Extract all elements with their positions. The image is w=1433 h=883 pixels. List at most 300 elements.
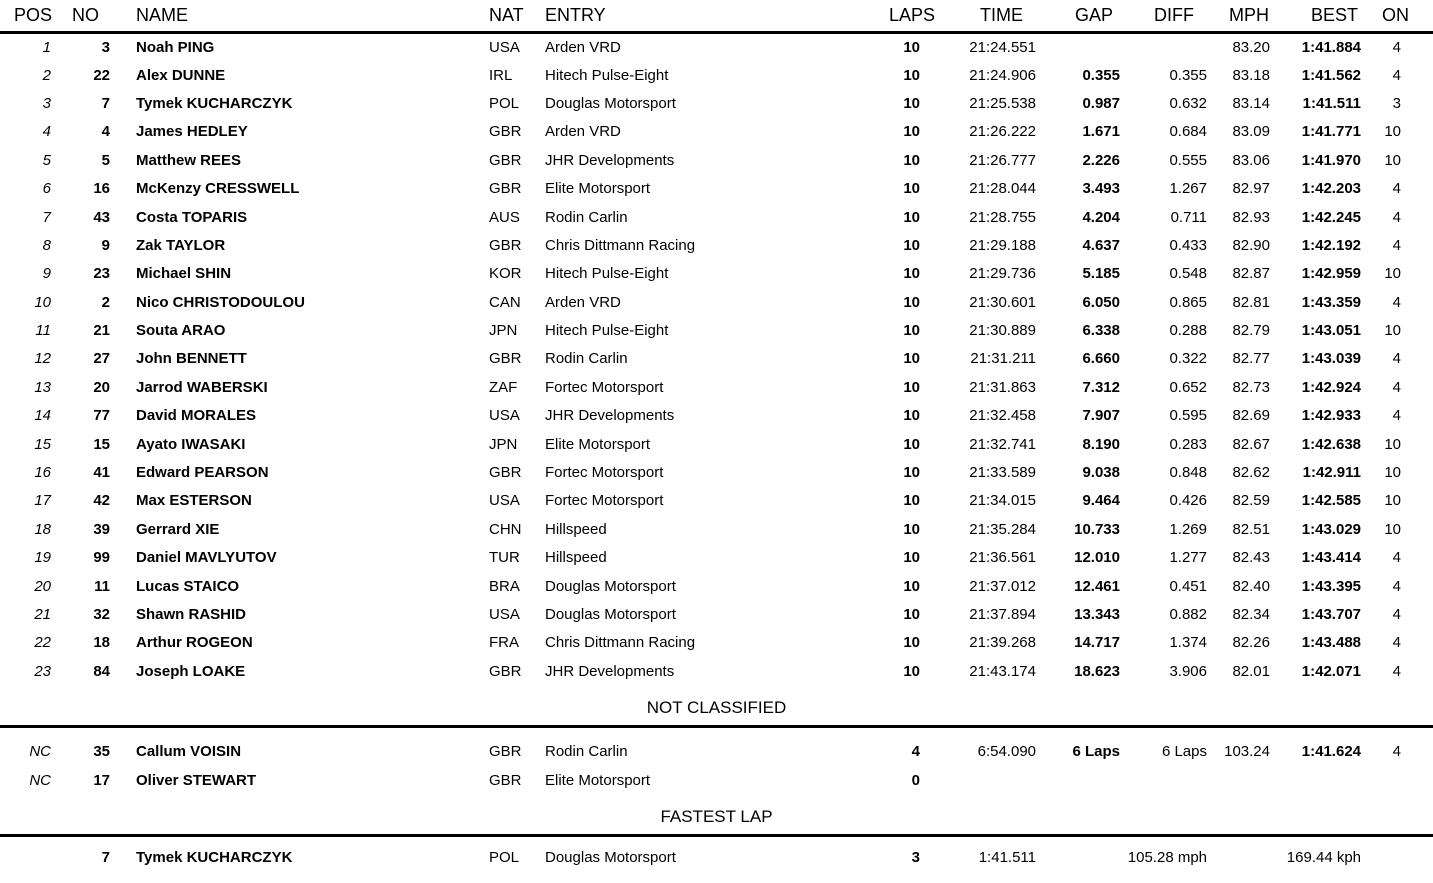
name-cell: Joseph LOAKE [136, 662, 246, 680]
no-cell: 20 [93, 378, 110, 396]
gap-cell: 4.637 [1082, 236, 1120, 254]
mph-cell: 82.40 [1232, 577, 1270, 595]
nat-cell: GBR [489, 180, 522, 198]
mph-cell: 83.14 [1232, 94, 1270, 112]
name-cell: Michael SHIN [136, 265, 232, 283]
time-cell: 21:28.755 [969, 208, 1036, 226]
gap-cell: 2.226 [1082, 151, 1120, 169]
mph-cell: 82.67 [1232, 435, 1270, 453]
name-cell: Ayato IWASAKI [136, 435, 246, 453]
no-cell: 11 [94, 577, 110, 595]
best-cell: 1:43.414 [1301, 549, 1361, 567]
gap-cell: 1.671 [1082, 123, 1120, 141]
nat-cell: GBR [489, 123, 522, 141]
classification-header [0, 0, 1433, 33]
column-header-diff: DIFF [1122, 0, 1207, 33]
result-row [0, 345, 1433, 373]
laps-cell: 10 [903, 322, 920, 340]
pos-cell: 12 [34, 350, 51, 368]
time-cell: 21:33.589 [969, 464, 1036, 482]
mph-cell: 82.01 [1232, 662, 1270, 680]
on-cell: 4 [1392, 236, 1401, 254]
result-row [0, 33, 1433, 61]
diff-cell: 0.288 [1169, 322, 1207, 340]
on-cell: 4 [1392, 38, 1401, 56]
on-cell: 10 [1384, 151, 1401, 169]
column-header-pos: POS [0, 0, 55, 33]
diff-cell [1122, 766, 1207, 794]
column-header-laps: LAPS [852, 0, 937, 33]
mph-cell: 82.81 [1232, 293, 1270, 311]
result-row [0, 118, 1433, 146]
name-cell: Tymek KUCHARCZYK [136, 848, 293, 866]
result-row [0, 260, 1433, 288]
pos-cell: 15 [34, 435, 51, 453]
time-cell: 21:24.906 [969, 66, 1036, 84]
on-cell: 4 [1392, 208, 1401, 226]
result-row [0, 600, 1433, 628]
nat-cell: GBR [489, 771, 522, 789]
no-cell: 9 [101, 236, 110, 254]
name-cell: Edward PEARSON [136, 464, 269, 482]
best-cell: 1:41.771 [1301, 123, 1361, 141]
result-row [0, 89, 1433, 117]
on-cell: 10 [1384, 265, 1401, 283]
gap-cell: 13.343 [1074, 606, 1120, 623]
name-cell: McKenzy CRESSWELL [136, 180, 300, 198]
nat-cell: BRA [489, 577, 520, 595]
nat-cell: IRL [489, 66, 513, 84]
pos-cell: 16 [34, 464, 51, 482]
result-row [0, 203, 1433, 231]
entry-cell: Hitech Pulse-Eight [545, 265, 669, 283]
fastest-lap-section [0, 837, 1433, 871]
result-row [0, 231, 1433, 259]
on-cell: 4 [1392, 606, 1401, 623]
laps-cell: 10 [903, 180, 920, 198]
time-cell: 21:29.188 [969, 236, 1036, 254]
pos-cell: 2 [42, 66, 51, 84]
no-cell: 3 [101, 38, 110, 56]
pos-cell: NC [29, 743, 51, 761]
nat-cell: POL [489, 94, 520, 112]
diff-cell: 0.652 [1169, 378, 1207, 396]
time-cell: 21:32.741 [969, 435, 1036, 453]
no-cell: 27 [93, 350, 110, 368]
name-cell: James HEDLEY [136, 123, 248, 141]
diff-cell: 3.906 [1169, 662, 1207, 680]
result-row [0, 288, 1433, 316]
result-row [0, 174, 1433, 202]
nat-cell: FRA [489, 634, 519, 652]
time-cell: 21:31.863 [969, 378, 1036, 396]
name-cell: Oliver STEWART [136, 771, 257, 789]
mph-cell: 82.93 [1232, 208, 1270, 226]
laps-cell: 10 [903, 634, 920, 652]
column-header-entry: ENTRY [545, 0, 852, 33]
result-row [0, 146, 1433, 174]
nat-cell: CHN [489, 520, 522, 538]
nat-cell: USA [489, 407, 520, 425]
result-row [0, 766, 1433, 794]
laps-cell: 10 [903, 350, 920, 368]
gap-cell: 9.038 [1082, 464, 1120, 482]
name-cell: John BENNETT [136, 350, 247, 368]
pos-cell: 7 [42, 208, 51, 226]
not-classified-section [0, 728, 1433, 794]
diff-cell: 0.548 [1169, 265, 1207, 283]
name-cell: Nico CHRISTODOULOU [136, 293, 305, 311]
speed_mph-cell: 105.28 mph [1127, 848, 1208, 866]
pos-cell: 6 [42, 180, 51, 198]
nat-cell: TUR [489, 549, 520, 567]
best-cell: 1:41.884 [1301, 38, 1361, 56]
time-cell: 21:29.736 [969, 265, 1036, 283]
on-cell: 3 [1392, 94, 1401, 112]
on-cell: 10 [1384, 520, 1401, 538]
time-cell: 21:28.044 [969, 180, 1036, 198]
result-row [0, 544, 1433, 572]
mph-cell: 82.79 [1232, 322, 1270, 340]
gap-cell [1037, 33, 1122, 61]
time-cell: 1:41.511 [978, 848, 1036, 866]
gap-cell: 7.312 [1082, 378, 1120, 396]
entry-cell: JHR Developments [545, 662, 675, 680]
on-cell: 4 [1392, 662, 1401, 680]
name-cell: Tymek KUCHARCZYK [136, 94, 293, 112]
pos-cell: 14 [34, 407, 51, 425]
on-cell: 4 [1392, 293, 1401, 311]
pos-cell: 3 [42, 94, 51, 112]
best-cell: 1:43.039 [1301, 350, 1361, 368]
pos-cell [0, 843, 55, 871]
time-cell: 21:30.889 [969, 322, 1036, 340]
laps-cell: 3 [911, 848, 920, 866]
nat-cell: GBR [489, 743, 522, 761]
time-cell: 21:24.551 [969, 38, 1036, 56]
column-header-gap: GAP [1037, 0, 1122, 33]
best-cell: 1:43.488 [1301, 634, 1361, 652]
diff-cell: 0.433 [1169, 236, 1207, 254]
entry-cell: Arden VRD [545, 38, 621, 56]
name-cell: David MORALES [136, 407, 257, 425]
name-cell: Lucas STAICO [136, 577, 240, 595]
nat-cell: ZAF [489, 378, 518, 396]
pos-cell: 13 [34, 378, 51, 396]
entry-cell: Elite Motorsport [545, 435, 651, 453]
mph-cell: 83.06 [1232, 151, 1270, 169]
no-cell: 43 [93, 208, 110, 226]
name-cell: Matthew REES [136, 151, 242, 169]
on-cell [1362, 766, 1433, 794]
name-cell: Costa TOPARIS [136, 208, 248, 226]
diff-cell: 6 Laps [1161, 743, 1207, 761]
entry-cell: Fortec Motorsport [545, 464, 664, 482]
name-cell: Souta ARAO [136, 322, 226, 340]
on-cell: 4 [1392, 407, 1401, 425]
best-cell: 1:42.192 [1301, 236, 1361, 254]
name-cell: Max ESTERSON [136, 492, 252, 510]
laps-cell: 10 [903, 407, 920, 425]
best-cell: 1:42.911 [1302, 464, 1361, 482]
result-row [0, 61, 1433, 89]
diff-cell: 0.451 [1169, 577, 1207, 595]
laps-cell: 10 [903, 236, 920, 254]
mph-cell [1207, 766, 1272, 794]
fastest-lap-table [0, 843, 1433, 871]
best-cell: 1:43.395 [1301, 577, 1361, 595]
mph-cell: 83.18 [1232, 66, 1270, 84]
diff-cell [1122, 33, 1207, 61]
pos-cell: 4 [42, 123, 51, 141]
no-cell: 2 [101, 293, 110, 311]
entry-cell: Fortec Motorsport [545, 378, 664, 396]
result-row [0, 316, 1433, 344]
mph-cell: 82.87 [1232, 265, 1270, 283]
entry-cell: Elite Motorsport [545, 771, 651, 789]
nat-cell: JPN [489, 322, 518, 340]
best-cell [1272, 766, 1362, 794]
time-cell [937, 766, 1037, 794]
on-cell: 10 [1384, 123, 1401, 141]
fastest-lap-heading: FASTEST LAP [0, 800, 1433, 837]
time-cell: 21:25.538 [969, 94, 1036, 112]
entry-cell: Rodin Carlin [545, 208, 628, 226]
best-cell: 1:42.959 [1301, 265, 1361, 283]
diff-cell: 0.882 [1169, 606, 1207, 623]
gap-cell: 0.355 [1082, 66, 1120, 84]
laps-cell: 10 [903, 66, 920, 84]
pos-cell: 20 [34, 577, 51, 595]
gap-cell: 9.464 [1082, 492, 1120, 510]
on-cell: 10 [1384, 322, 1401, 340]
mph-cell: 82.90 [1232, 236, 1270, 254]
on-cell: 10 [1384, 435, 1401, 453]
pos-cell: 19 [34, 549, 51, 567]
column-header-best: BEST [1272, 0, 1362, 33]
result-row [0, 515, 1433, 543]
entry-cell: Rodin Carlin [545, 350, 628, 368]
diff-cell: 0.283 [1169, 435, 1207, 453]
diff-cell: 0.322 [1169, 350, 1207, 368]
time-cell: 21:36.561 [969, 549, 1036, 567]
column-header-nat: NAT [489, 0, 545, 33]
laps-cell: 10 [903, 94, 920, 112]
laps-cell: 10 [903, 265, 920, 283]
best-cell: 1:42.245 [1301, 208, 1361, 226]
result-row [0, 737, 1433, 765]
entry-cell: Douglas Motorsport [545, 577, 676, 595]
laps-cell: 4 [911, 743, 920, 761]
laps-cell: 10 [903, 208, 920, 226]
result-row [0, 402, 1433, 430]
gap-cell: 14.717 [1074, 634, 1120, 652]
gap-cell: 0.987 [1082, 94, 1120, 112]
entry-cell: Arden VRD [545, 123, 621, 141]
on-cell: 4 [1392, 743, 1401, 761]
pos-cell: 9 [42, 265, 51, 283]
gap-cell [1037, 766, 1122, 794]
column-header-on: ON [1362, 0, 1433, 33]
time-cell: 21:39.268 [969, 634, 1036, 652]
not-classified-heading: NOT CLASSIFIED [0, 691, 1433, 728]
best-cell: 1:43.029 [1301, 520, 1361, 538]
diff-cell: 0.711 [1170, 208, 1207, 226]
laps-cell: 10 [903, 549, 920, 567]
entry-cell: Douglas Motorsport [545, 848, 676, 866]
mph-cell: 82.51 [1232, 520, 1270, 538]
laps-cell: 10 [903, 38, 920, 56]
time-cell: 21:26.777 [969, 151, 1036, 169]
best-cell: 1:42.638 [1301, 435, 1361, 453]
best-cell: 1:41.624 [1301, 743, 1361, 761]
entry-cell: Arden VRD [545, 293, 621, 311]
pos-cell: 18 [34, 520, 51, 538]
no-cell: 77 [93, 407, 110, 425]
name-cell: Daniel MAVLYUTOV [136, 549, 277, 567]
on-cell: 4 [1392, 180, 1401, 198]
nat-cell: GBR [489, 464, 522, 482]
best-cell: 1:42.933 [1301, 407, 1361, 425]
mph-cell: 82.59 [1232, 492, 1270, 510]
name-cell: Shawn RASHID [136, 606, 247, 623]
diff-cell: 1.269 [1169, 520, 1207, 538]
speed_kph-cell: 169.44 kph [1286, 848, 1362, 866]
no-cell: 16 [93, 180, 110, 198]
classified-rows [0, 33, 1433, 686]
laps-cell: 10 [903, 606, 920, 623]
name-cell: Jarrod WABERSKI [136, 378, 268, 396]
mph-cell: 82.26 [1232, 634, 1270, 652]
diff-cell: 1.277 [1169, 549, 1207, 567]
entry-cell: JHR Developments [545, 407, 675, 425]
time-cell: 21:32.458 [969, 407, 1036, 425]
no-cell: 35 [93, 743, 110, 761]
nat-cell: USA [489, 606, 520, 623]
nat-cell: KOR [489, 265, 522, 283]
gap-cell: 12.010 [1074, 549, 1120, 567]
best-cell: 1:42.924 [1301, 378, 1361, 396]
name-cell: Noah PING [136, 38, 215, 56]
pos-cell: 23 [34, 662, 51, 680]
best-cell: 1:41.970 [1301, 151, 1361, 169]
laps-cell: 10 [903, 577, 920, 595]
time-cell: 21:31.211 [970, 350, 1036, 368]
no-cell: 4 [101, 123, 110, 141]
no-cell: 41 [93, 464, 110, 482]
entry-cell: Chris Dittmann Racing [545, 634, 696, 652]
no-cell: 15 [93, 435, 110, 453]
diff-cell: 0.684 [1169, 123, 1207, 141]
entry-cell: Hillspeed [545, 520, 607, 538]
diff-cell: 0.848 [1169, 464, 1207, 482]
diff-cell: 0.355 [1169, 66, 1207, 84]
no-cell: 39 [93, 520, 110, 538]
mph-cell: 82.97 [1232, 180, 1270, 198]
laps-cell: 0 [911, 771, 920, 789]
pos-cell: 22 [34, 634, 51, 652]
gap-cell: 18.623 [1074, 662, 1120, 680]
nat-cell: GBR [489, 350, 522, 368]
laps-cell: 10 [903, 151, 920, 169]
nat-cell: USA [489, 492, 520, 510]
pos-cell: NC [29, 771, 51, 789]
not-classified-rows [0, 737, 1433, 794]
on-cell: 4 [1392, 549, 1401, 567]
nat-cell: GBR [489, 662, 522, 680]
entry-cell: Hitech Pulse-Eight [545, 66, 669, 84]
mph-cell: 82.69 [1232, 407, 1270, 425]
result-row [0, 843, 1433, 871]
best-cell: 1:42.585 [1301, 492, 1361, 510]
time-cell: 21:37.894 [969, 606, 1036, 623]
result-row [0, 572, 1433, 600]
pos-cell: 17 [34, 492, 51, 510]
pos-cell: 10 [34, 293, 51, 311]
entry-cell: Elite Motorsport [545, 180, 651, 198]
entry-cell: Douglas Motorsport [545, 606, 676, 623]
laps-cell: 10 [903, 464, 920, 482]
nat-cell: USA [489, 38, 520, 56]
best-cell: 1:43.359 [1301, 293, 1361, 311]
gap-cell: 10.733 [1074, 520, 1120, 538]
on-cell: 10 [1384, 492, 1401, 510]
result-row [0, 430, 1433, 458]
pos-cell: 5 [42, 151, 51, 169]
gap-cell: 4.204 [1082, 208, 1120, 226]
name-cell: Callum VOISIN [136, 743, 242, 761]
entry-cell: Chris Dittmann Racing [545, 236, 696, 254]
mph-cell: 83.09 [1232, 123, 1270, 141]
laps-cell: 10 [903, 435, 920, 453]
gap-cell: 6.050 [1082, 293, 1120, 311]
laps-cell: 10 [903, 378, 920, 396]
no-cell: 7 [101, 848, 110, 866]
time-cell: 21:30.601 [969, 293, 1036, 311]
best-cell: 1:41.511 [1302, 94, 1361, 112]
name-cell: Gerrard XIE [136, 520, 220, 538]
mph-cell: 83.20 [1232, 38, 1270, 56]
entry-cell: Rodin Carlin [545, 743, 628, 761]
mph-cell: 82.62 [1232, 464, 1270, 482]
entry-cell: Douglas Motorsport [545, 94, 676, 112]
time-cell: 21:43.174 [969, 662, 1036, 680]
no-cell: 99 [93, 549, 110, 567]
result-row [0, 373, 1433, 401]
best-cell: 1:41.562 [1301, 66, 1361, 84]
result-row [0, 657, 1433, 685]
no-cell: 84 [93, 662, 110, 680]
not-classified-table [0, 737, 1433, 794]
pos-cell: 11 [35, 322, 51, 340]
column-header-time: TIME [937, 0, 1037, 33]
gap-cell: 5.185 [1082, 265, 1120, 283]
mph-cell: 82.34 [1232, 606, 1270, 623]
on-cell: 4 [1392, 577, 1401, 595]
mph-cell: 82.73 [1232, 378, 1270, 396]
best-cell: 1:43.707 [1301, 606, 1361, 623]
nat-cell: JPN [489, 435, 518, 453]
diff-cell: 0.595 [1169, 407, 1207, 425]
column-header-mph: MPH [1207, 0, 1272, 33]
on-cell: 4 [1392, 350, 1401, 368]
laps-cell: 10 [903, 492, 920, 510]
diff-cell: 1.267 [1169, 180, 1207, 198]
best-cell: 1:42.203 [1301, 180, 1361, 198]
laps-cell: 10 [903, 123, 920, 141]
gap-cell: 6.338 [1082, 322, 1120, 340]
gap-cell: 12.461 [1074, 577, 1120, 595]
